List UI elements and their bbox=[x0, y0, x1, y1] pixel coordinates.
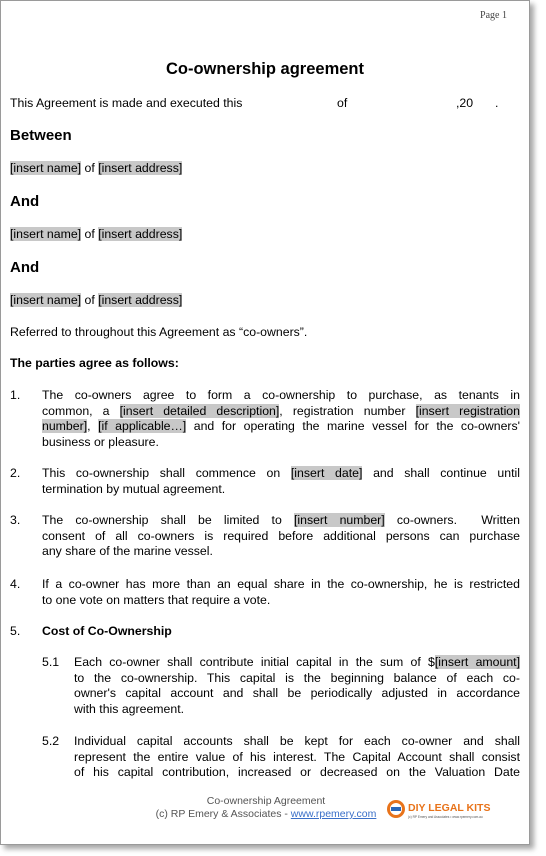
party-2-name-field[interactable]: [insert name] bbox=[10, 227, 82, 241]
clause-5-2-number: 5.2 bbox=[42, 734, 60, 748]
registration-number-field-cont[interactable]: number] bbox=[42, 419, 88, 433]
clause-5-1-line-1 bbox=[74, 655, 520, 671]
referred-line: Referred to throughout this Agreement as “co-owners”. bbox=[10, 325, 308, 339]
clause-3-text-a: The co-ownership shall be limited to bbox=[42, 513, 294, 527]
footer-copyright-text: (c) RP Emery & Associates - bbox=[155, 808, 291, 820]
party-2-line bbox=[10, 227, 182, 243]
clause-5-1-line-4: with this agreement. bbox=[74, 701, 185, 716]
page-number: Page 1 bbox=[480, 10, 507, 21]
clause-5-1-line-2: to the co-ownership. This capital is the beginning balance of each co- bbox=[74, 670, 520, 685]
party-1-name-field[interactable]: [insert name] bbox=[10, 161, 82, 175]
party-2-of: of bbox=[81, 227, 99, 241]
agree-heading: The parties agree as follows: bbox=[10, 356, 179, 370]
party-3-name-field[interactable]: [insert name] bbox=[10, 293, 82, 307]
party-1-address-field[interactable]: [insert address] bbox=[98, 161, 183, 175]
clause-2-text-c: and shall continue until bbox=[362, 466, 520, 480]
intro-of: of bbox=[337, 96, 348, 110]
clause-1-line-3 bbox=[42, 419, 520, 435]
intro-lead: This Agreement is made and executed this bbox=[10, 96, 243, 110]
clause-5-1-text bbox=[74, 655, 520, 717]
logo-mark-icon bbox=[385, 796, 495, 824]
clause-1-comma: , bbox=[87, 419, 99, 433]
clause-2-line-1 bbox=[42, 466, 520, 482]
clause-3-line-2: consent of all co-owners is required before additional persons can purchase bbox=[42, 528, 520, 543]
logo-subtext: (c) RP Emery and Associates • www.rpemery.com.au bbox=[408, 815, 483, 819]
heading-and-2: And bbox=[10, 259, 40, 276]
co-owner-count-field[interactable]: [insert number] bbox=[293, 513, 385, 527]
party-1-of: of bbox=[81, 161, 99, 175]
clause-4-line-1: If a co-owner has more than an equal share in the co-ownership, he is restricted bbox=[42, 577, 520, 591]
clause-2-number: 2. bbox=[10, 466, 21, 480]
clause-1-line-4: business or pleasure. bbox=[42, 434, 159, 449]
intro-dot: . bbox=[495, 96, 499, 110]
clause-1-line-2 bbox=[42, 404, 520, 420]
clause-5-2-text bbox=[74, 734, 520, 781]
clause-5-1-number: 5.1 bbox=[42, 655, 60, 669]
intro-line bbox=[10, 96, 242, 112]
clause-1-text-a: common, a bbox=[42, 403, 120, 418]
clause-1-text bbox=[42, 388, 520, 450]
diy-legal-kits-logo bbox=[385, 796, 495, 824]
clause-5-1-line-3: owner's capital account and shall be periodically adjusted in accordance bbox=[74, 686, 520, 700]
clause-5-1-text-a: Each co-owner shall contribute initial capital in the sum of $ bbox=[74, 655, 435, 669]
clause-3-text-c: co-owners. Written bbox=[384, 513, 520, 527]
party-3-line bbox=[10, 293, 182, 309]
party-2-address-field[interactable]: [insert address] bbox=[98, 227, 183, 241]
commence-date-field[interactable]: [insert date] bbox=[290, 466, 363, 480]
heading-and-1: And bbox=[10, 193, 40, 210]
clause-2-line-2: termination by mutual agreement. bbox=[42, 481, 226, 496]
clause-5-2-line-2: represent the entire value of his interest. The Capital Account shall consist bbox=[74, 749, 520, 764]
clause-2-text bbox=[42, 466, 520, 497]
clause-3-number: 3. bbox=[10, 513, 21, 527]
clause-3-text bbox=[42, 513, 520, 560]
clause-1-number: 1. bbox=[10, 388, 21, 402]
clause-5-heading: Cost of Co-Ownership bbox=[42, 624, 172, 638]
clause-3-line-3: any share of the marine vessel. bbox=[42, 544, 213, 558]
clause-5-number: 5. bbox=[10, 624, 21, 638]
logo-text: DIY LEGAL KITS bbox=[408, 802, 491, 814]
party-3-address-field[interactable]: [insert address] bbox=[98, 293, 183, 307]
registration-number-field[interactable]: [insert registration bbox=[415, 403, 520, 418]
clause-4-number: 4. bbox=[10, 577, 21, 591]
capital-amount-field[interactable]: [insert amount] bbox=[434, 655, 520, 669]
intro-year: ,20 bbox=[456, 96, 474, 110]
vessel-description-field[interactable]: [insert detailed description] bbox=[119, 403, 280, 418]
clause-1-line-1: The co-owners agree to form a co-ownership to purchase, as tenants in bbox=[42, 388, 520, 402]
document-title: Co-ownership agreement bbox=[165, 60, 365, 78]
clause-4-line-2: to one vote on matters that require a vote. bbox=[42, 592, 271, 607]
heading-between: Between bbox=[10, 127, 72, 144]
clause-4-text bbox=[42, 577, 520, 608]
clause-5-2-line-3: of his capital contribution, increased or decreased on the Valuation Date bbox=[74, 765, 520, 779]
clause-2-text-a: This co-ownership shall commence on bbox=[42, 466, 291, 480]
clause-5-2-line-1: Individual capital accounts shall be kept for each co-owner and shall bbox=[74, 734, 520, 748]
party-3-of: of bbox=[81, 293, 99, 307]
clause-1-text-d: and for operating the marine vessel for the co-owners' bbox=[186, 419, 520, 433]
if-applicable-field[interactable]: [if applicable…] bbox=[98, 419, 187, 433]
party-1-line bbox=[10, 161, 182, 177]
clause-1-text-c: , registration number bbox=[279, 403, 416, 418]
clause-3-line-1 bbox=[42, 513, 520, 529]
footer-website-link[interactable]: www.rpemery.com bbox=[290, 808, 377, 820]
footer-title: Co-ownership Agreement bbox=[206, 795, 326, 807]
